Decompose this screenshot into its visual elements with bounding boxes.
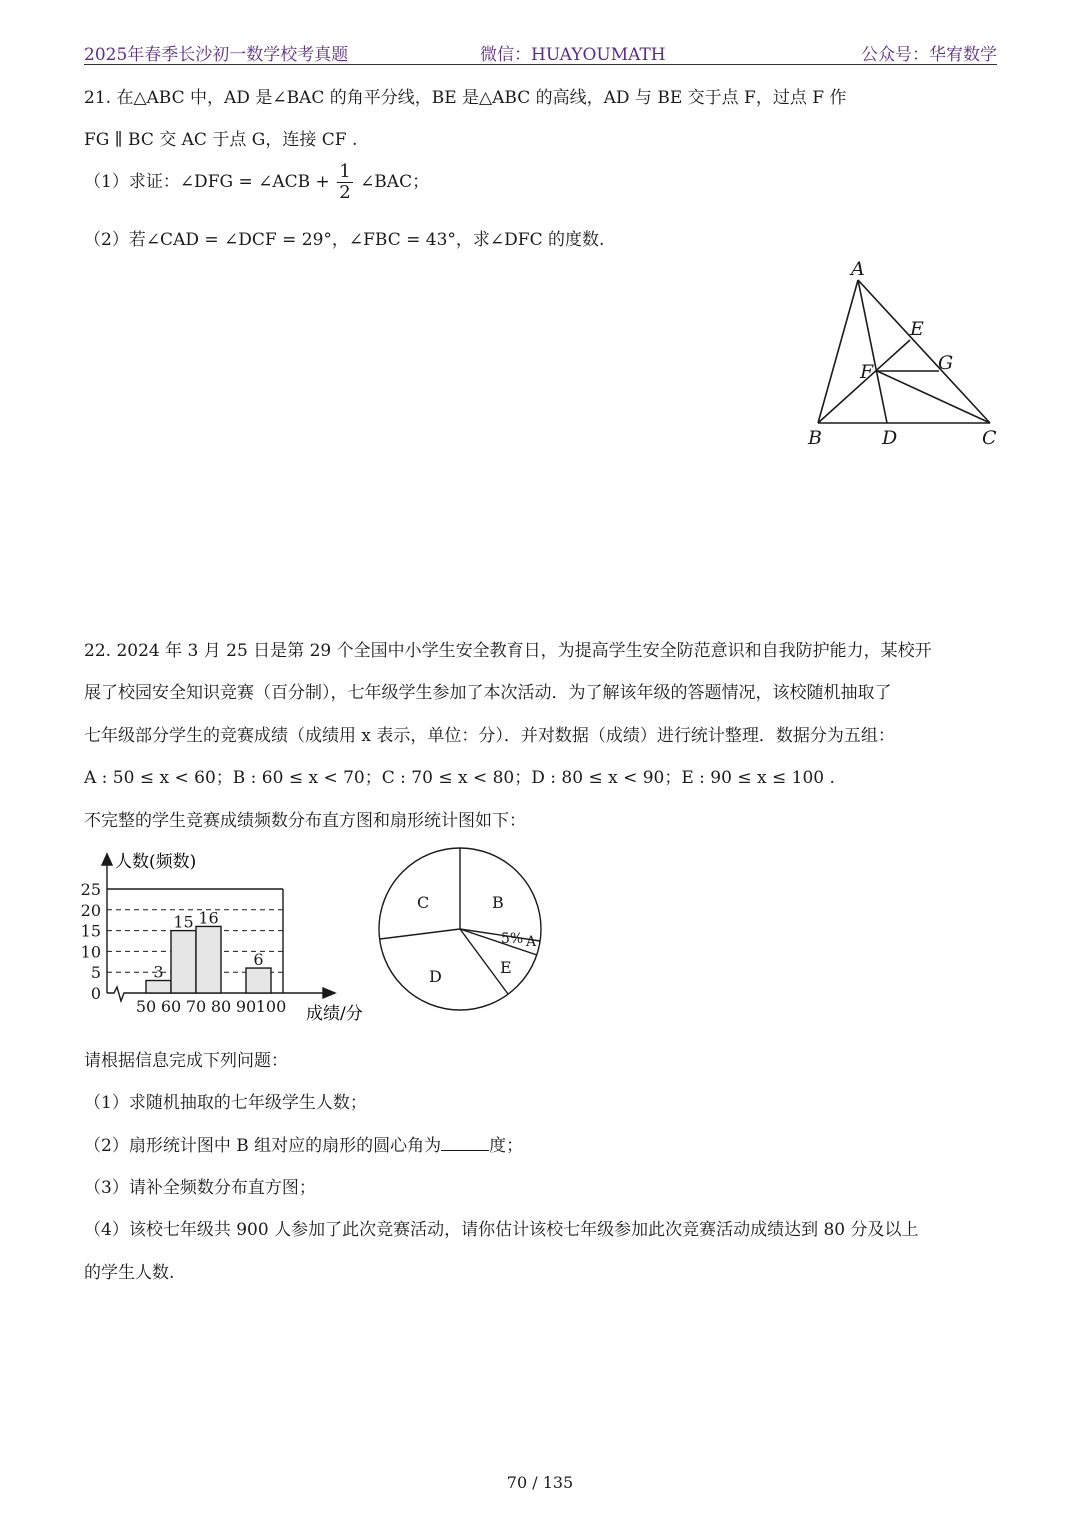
q22-prompt: 请根据信息完成下列问题： xyxy=(84,1051,288,1071)
y-tick-label: 0 xyxy=(90,984,101,1003)
q22-sub3: （3）请补全频数分布直方图； xyxy=(84,1178,316,1198)
segment-ad xyxy=(858,280,887,423)
y-tick-label: 25 xyxy=(80,880,101,899)
bar-value-label: 15 xyxy=(173,912,194,932)
q22-line2: 展了校园安全知识竞赛（百分制），七年级学生参加了本次活动．为了解该年级的答题情况，该校随机抽取了 xyxy=(84,683,892,703)
page-number: 70 / 135 xyxy=(506,1473,574,1492)
pie-label-b: B xyxy=(492,893,504,912)
triangle-figure xyxy=(800,255,1010,455)
half-fraction xyxy=(337,162,352,203)
pie-label-a-percent: 5% xyxy=(501,931,524,947)
q21-part1-prefix: （1）求证：∠DFG = ∠ACB + xyxy=(84,172,330,192)
label-b: B xyxy=(808,427,822,449)
histogram-bar xyxy=(171,931,196,993)
q22-line1: 22. 2024 年 3 月 25 日是第 29 个全国中小学生安全教育日，为提高学生安全防范意识和自我防护能力，某校开 xyxy=(84,641,932,661)
x-axis-arrow xyxy=(323,988,335,998)
header-title: 2025年春季长沙初一数学校考真题 xyxy=(84,45,349,65)
header-wechat: 微信：HUAYOUMATH xyxy=(480,45,666,65)
q21-line1: 21. 在△ABC 中，AD 是∠BAC 的角平分线，BE 是△ABC 的高线，AD 与 BE 交于点 F，过点 F 作 xyxy=(84,88,847,108)
y-tick-label: 15 xyxy=(80,921,101,941)
q22-line5: 不完整的学生竞赛成绩频数分布直方图和扇形统计图如下： xyxy=(84,811,526,831)
q21-part2: （2）若∠CAD = ∠DCF = 29°，∠FBC = 43°，求∠DFC 的度数. xyxy=(84,230,605,250)
histogram-bar xyxy=(146,981,171,993)
pie-chart xyxy=(375,845,550,1020)
x-tick-label: 70 xyxy=(185,997,207,1016)
segment-ac xyxy=(858,280,990,423)
answer-blank[interactable] xyxy=(441,1150,489,1151)
x-tick-label: 80 xyxy=(210,997,232,1016)
pie-label-a: A xyxy=(526,934,537,950)
pie-label-c: C xyxy=(417,893,430,912)
q21-part1-suffix: ∠BAC； xyxy=(360,172,430,192)
q22-sub2-prefix: （2）扇形统计图中 B 组对应的扇形的圆心角为 xyxy=(84,1136,442,1156)
histogram-bar xyxy=(246,968,271,993)
q22-sub4-line2: 的学生人数. xyxy=(84,1263,175,1283)
y-tick-label: 5 xyxy=(90,963,101,983)
q22-line4: A : 50 ≤ x < 60；B : 60 ≤ x < 70；C : 70 ≤ x < 80；D : 80 ≤ x < 90；E : 90 ≤ x ≤ 100 . xyxy=(84,768,835,788)
x-tick-label: 50 xyxy=(135,997,157,1016)
fraction-numerator: 1 xyxy=(339,161,351,182)
page-header xyxy=(84,36,997,65)
pie-divider-dc xyxy=(380,929,460,939)
histogram-xlabel: 成绩/分 xyxy=(306,1004,363,1024)
y-tick-label: 20 xyxy=(80,900,101,920)
label-e: E xyxy=(910,318,924,340)
y-axis-arrow xyxy=(102,854,112,865)
label-a: A xyxy=(851,258,865,280)
frequency-histogram xyxy=(80,845,380,1030)
q22-line3: 七年级部分学生的竞赛成绩（成绩用 x 表示，单位：分）．并对数据（成绩）进行统计整理．数据分为五组： xyxy=(84,726,895,746)
histogram-bar xyxy=(196,926,221,993)
segment-cf xyxy=(877,371,990,423)
bar-value-label: 6 xyxy=(253,950,264,970)
x-tick-label: 90 xyxy=(235,997,257,1016)
x-tick-label: 100 xyxy=(255,997,287,1016)
label-g: G xyxy=(938,352,954,374)
bar-value-label: 3 xyxy=(153,962,164,982)
label-f: F xyxy=(860,361,874,383)
q22-sub4-line1: （4）该校七年级共 900 人参加了此次竞赛活动，请你估计该校七年级参加此次竞赛活动成绩达到 80 分及以上 xyxy=(84,1220,919,1240)
q22-sub1: （1）求随机抽取的七年级学生人数； xyxy=(84,1093,367,1113)
q22-sub2-suffix: 度； xyxy=(489,1136,524,1156)
pie-label-d: D xyxy=(429,967,442,986)
q22-sub2 xyxy=(84,1131,523,1156)
fraction-denominator: 2 xyxy=(339,182,351,203)
q21-line2: FG ∥ BC 交 AC 于点 G，连接 CF . xyxy=(84,130,358,150)
bar-value-label: 16 xyxy=(198,908,219,928)
q21-part1 xyxy=(84,162,429,203)
header-account: 公众号：华宥数学 xyxy=(861,45,997,65)
x-tick-label: 60 xyxy=(160,997,182,1016)
label-d: D xyxy=(882,427,898,449)
label-c: C xyxy=(982,427,997,449)
segment-ab xyxy=(818,280,858,423)
y-tick-label: 10 xyxy=(80,942,101,962)
histogram-ylabel: 人数(频数) xyxy=(115,852,197,872)
pie-label-e: E xyxy=(500,958,512,977)
